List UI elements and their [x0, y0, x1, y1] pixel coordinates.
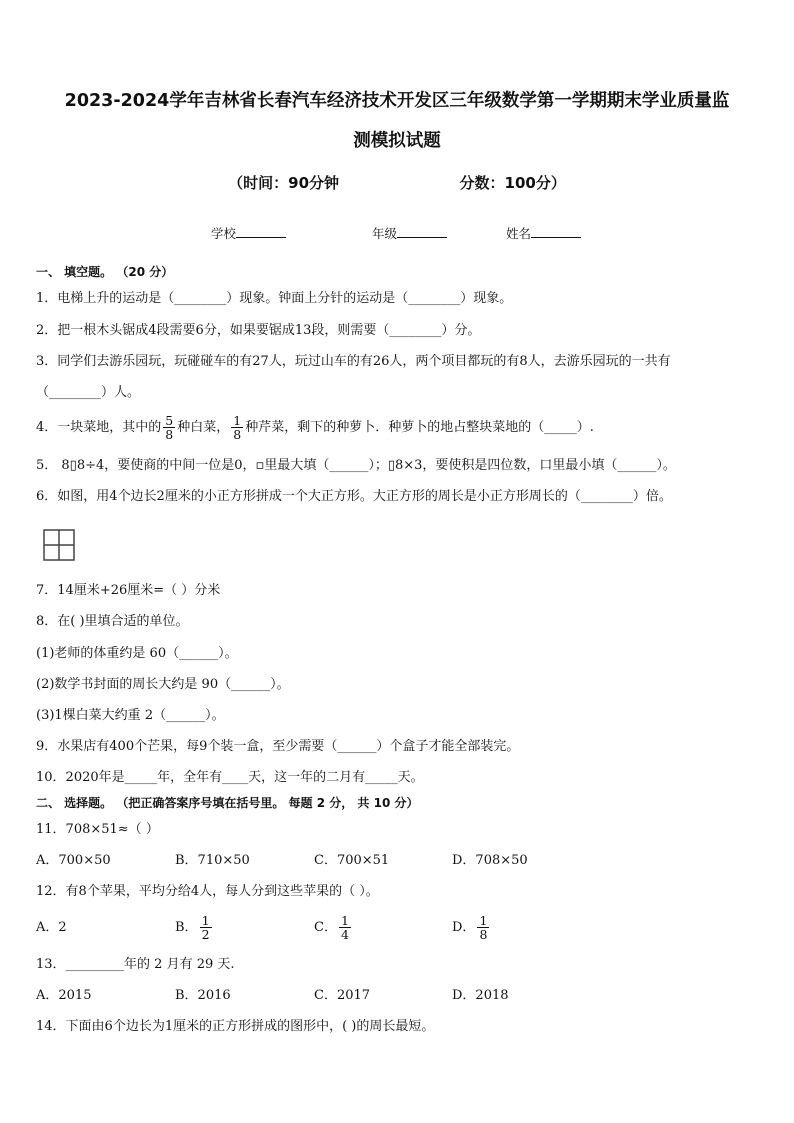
q11-option-d[interactable]: D．708×50 [452, 853, 528, 868]
fraction-1-2: $\frac{1}{2}$ [201, 913, 210, 942]
q11-option-b[interactable]: B．710×50 [175, 853, 250, 868]
question-5: 5． 8▯8÷4，要使商的中间一位是0，▫里最大填（______）；▯8×3，要使积是四位数，口里最小填（______）。 [36, 458, 676, 473]
question-3-line1: 3．同学们去游乐园玩，玩碰碰车的有27人，玩过山车的有26人，两个项目都玩的有8人，去游乐园玩的一共有 [36, 354, 671, 369]
question-12: 12．有8个苹果，平均分给4人，每人分到这些苹果的（ ）。 [36, 884, 379, 899]
exam-title-line2: 测模拟试题 [353, 131, 441, 151]
question-7: 7．14厘米+26厘米=（ ）分米 [36, 583, 221, 598]
question-13: 13．_________年的 2 月有 29 天. [36, 957, 235, 972]
exam-title-line1: 2023-2024学年吉林省长春汽车经济技术开发区三年级数学第一学期期末学业质量监 [64, 91, 730, 111]
q12-option-c[interactable]: C． $\frac{1}{4}$ [314, 913, 349, 942]
time-limit: （时间：90分钟 [228, 174, 340, 192]
q11-option-c[interactable]: C．700×51 [314, 853, 390, 868]
four-square-grid-icon [43, 529, 75, 561]
question-6: 6．如图，用4个边长2厘米的小正方形拼成一个大正方形。大正方形的周长是小正方形周长的（________）倍。 [36, 489, 672, 504]
q13-option-b[interactable]: B．2016 [175, 988, 231, 1003]
q11-option-a[interactable]: A．700×50 [36, 853, 111, 868]
grade-field[interactable]: 年级 [372, 224, 447, 242]
question-11: 11．708×51≈（ ） [36, 822, 159, 837]
total-score: 分数：100分） [459, 174, 566, 192]
question-4: 4．一块菜地，其中的 $\frac{5}{8}$ 种白菜， $\frac{1}{8}$ 种芹菜，剩下的种萝卜．种萝卜的地占整块菜地的（_____）. [36, 413, 594, 442]
q13-option-c[interactable]: C．2017 [314, 988, 371, 1003]
question-3-line2: （________）人。 [36, 385, 141, 400]
q12-option-a[interactable]: A．2 [36, 920, 67, 935]
question-9: 9．水果店有400个芒果，每9个装一盒，至少需要（______）个盒子才能全部装完。 [36, 739, 520, 754]
question-8-1: (1)老师的体重约是 60（______）。 [36, 646, 238, 661]
q12-option-b[interactable]: B． $\frac{1}{2}$ [175, 913, 210, 942]
exam-meta [0, 172, 794, 193]
q13-option-a[interactable]: A．2015 [36, 988, 92, 1003]
question-8-2: (2)数学书封面的周长大约是 90（______）。 [36, 677, 290, 692]
question-8-3: (3)1棵白菜大约重 2（______）。 [36, 708, 225, 723]
name-field[interactable]: 姓名 [506, 224, 581, 242]
question-2: 2．把一根木头锯成4段需要6分，如果要锯成13段，则需要（________）分。 [36, 323, 481, 338]
question-8: 8．在( )里填合适的单位。 [36, 614, 189, 629]
question-10: 10．2020年是_____年，全年有____天，这一年的二月有_____天。 [36, 770, 424, 785]
section2-heading: 二、 选择题。 （把正确答案序号填在括号里。 每题 2 分， 共 10 分） [36, 796, 419, 810]
school-field[interactable]: 学校 [211, 224, 286, 242]
question-14: 14．下面由6个边长为1厘米的正方形拼成的图形中，( )的周长最短。 [36, 1019, 435, 1034]
q12-option-d[interactable]: D． $\frac{1}{8}$ [452, 913, 488, 942]
fraction-5-8: $\frac{5}{8}$ [165, 413, 174, 442]
section1-heading: 一、 填空题。 （20 分） [36, 265, 174, 279]
question-1: 1．电梯上升的运动是（________）现象。钟面上分针的运动是（________）现象。 [36, 291, 513, 306]
q13-option-d[interactable]: D．2018 [452, 988, 509, 1003]
fraction-1-4: $\frac{1}{4}$ [340, 913, 349, 942]
fraction-1-8-option: $\frac{1}{8}$ [479, 913, 488, 942]
fraction-1-8: $\frac{1}{8}$ [233, 413, 242, 442]
